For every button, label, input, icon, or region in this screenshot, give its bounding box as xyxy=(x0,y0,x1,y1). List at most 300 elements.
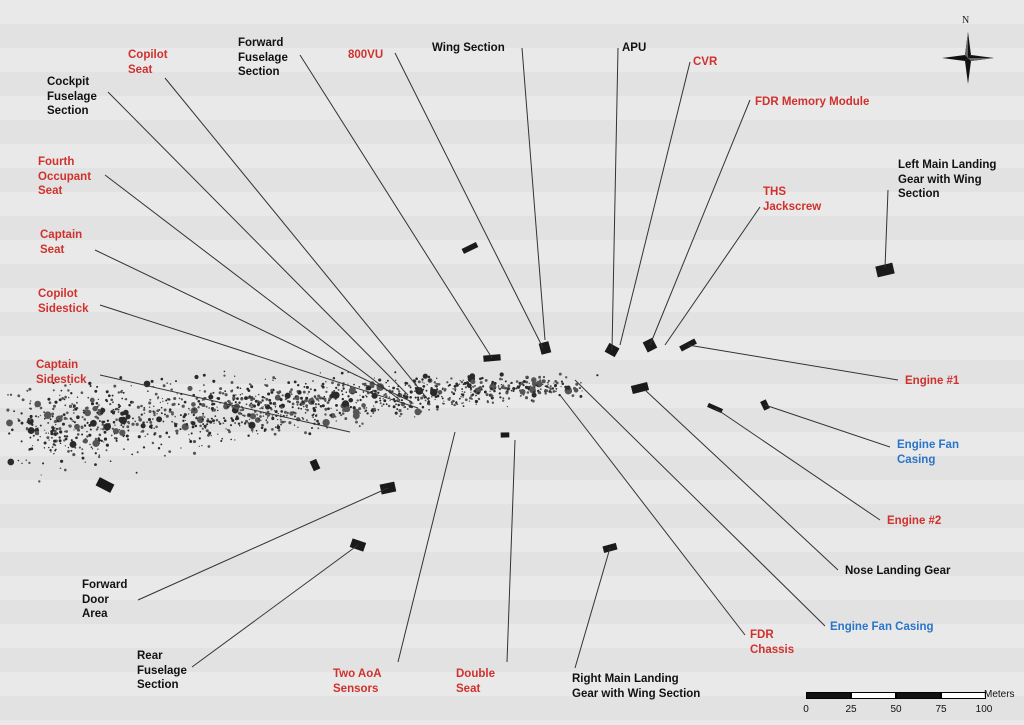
debris-fragment xyxy=(214,415,216,417)
debris-fragment xyxy=(316,420,319,423)
debris-fragment xyxy=(187,428,189,430)
debris-fragment xyxy=(491,383,493,385)
debris-fragment xyxy=(114,437,116,439)
debris-fragment xyxy=(579,395,582,398)
debris-fragment xyxy=(77,433,80,436)
debris-fragment xyxy=(425,399,427,401)
debris-fragment xyxy=(498,385,500,387)
debris-fragment xyxy=(489,391,490,392)
debris-fragment xyxy=(62,398,64,400)
debris-fragment xyxy=(175,430,178,433)
debris-fragment xyxy=(358,386,360,388)
debris-fragment xyxy=(53,443,55,445)
debris-fragment xyxy=(532,400,535,403)
debris-fragment xyxy=(317,395,320,398)
debris-fragment xyxy=(202,423,204,425)
debris-fragment xyxy=(379,400,381,402)
debris-fragment xyxy=(259,401,261,403)
debris-fragment xyxy=(263,406,264,407)
debris-fragment xyxy=(191,432,193,434)
debris-fragment xyxy=(435,396,438,399)
debris-fragment xyxy=(401,399,403,401)
debris-fragment xyxy=(560,386,561,387)
debris-fragment xyxy=(22,398,25,401)
debris-fragment xyxy=(300,402,301,403)
debris-fragment xyxy=(428,376,431,379)
debris-fragment xyxy=(420,397,423,400)
debris-fragment xyxy=(293,411,295,413)
debris-fragment xyxy=(156,416,162,422)
debris-fragment xyxy=(163,384,166,387)
debris-fragment xyxy=(300,397,303,400)
debris-fragment xyxy=(540,384,542,386)
debris-fragment xyxy=(61,419,62,420)
leader-line-double-seat xyxy=(507,440,515,662)
debris-fragment xyxy=(232,389,233,390)
debris-fragment xyxy=(203,384,205,386)
debris-fragment xyxy=(386,403,388,405)
debris-fragment xyxy=(335,404,338,407)
debris-fragment xyxy=(327,407,330,410)
debris-fragment xyxy=(208,445,211,448)
debris-fragment xyxy=(275,427,276,428)
label-cockpit-fuselage-section: Cockpit Fuselage Section xyxy=(47,76,97,117)
debris-fragment xyxy=(234,439,235,440)
debris-fragment xyxy=(470,392,471,393)
debris-fragment xyxy=(426,384,428,386)
debris-fragment xyxy=(554,380,557,383)
debris-fragment xyxy=(419,403,421,405)
debris-fragment xyxy=(185,420,186,421)
debris-fragment xyxy=(208,432,211,435)
debris-fragment xyxy=(261,427,264,430)
label-engine-fan-casing-2: Engine Fan Casing xyxy=(830,621,934,633)
debris-fragment xyxy=(366,396,368,398)
debris-fragment xyxy=(257,433,258,434)
debris-fragment xyxy=(255,417,261,423)
debris-fragment xyxy=(454,385,456,387)
debris-fragment xyxy=(266,398,268,400)
debris-fragment xyxy=(60,460,63,463)
debris-fragment xyxy=(337,383,340,386)
debris-fragment xyxy=(265,384,268,387)
debris-fragment xyxy=(13,410,15,412)
debris-fragment xyxy=(42,462,44,464)
debris-fragment xyxy=(116,440,118,442)
debris-fragment xyxy=(527,391,530,394)
debris-fragment xyxy=(202,419,204,421)
debris-fragment xyxy=(460,380,461,381)
debris-fragment xyxy=(83,410,84,411)
debris-fragment xyxy=(553,383,554,384)
debris-fragment xyxy=(314,389,317,392)
debris-fragment xyxy=(529,383,530,384)
debris-fragment xyxy=(542,384,543,385)
debris-fragment xyxy=(436,405,439,408)
debris-fragment xyxy=(236,386,238,388)
debris-fragment xyxy=(403,407,405,409)
debris-fragment xyxy=(511,382,513,384)
leader-line-800vu xyxy=(395,53,543,348)
debris-fragment xyxy=(29,408,31,410)
debris-fragment xyxy=(152,442,154,444)
debris-fragment xyxy=(199,425,202,428)
debris-fragment xyxy=(467,375,470,378)
debris-fragment xyxy=(441,396,442,397)
debris-fragment xyxy=(264,430,266,432)
debris-fragment xyxy=(267,392,270,395)
debris-fragment xyxy=(305,409,306,410)
debris-fragment xyxy=(58,427,61,430)
debris-fragment xyxy=(284,421,286,423)
debris-fragment xyxy=(383,398,384,399)
debris-fragment xyxy=(289,401,291,403)
debris-fragment xyxy=(542,379,546,383)
debris-fragment xyxy=(305,404,308,407)
debris-fragment xyxy=(97,437,100,440)
debris-fragment xyxy=(96,412,98,414)
debris-fragment xyxy=(201,445,202,446)
debris-fragment xyxy=(331,381,334,384)
debris-fragment xyxy=(239,425,241,427)
debris-fragment xyxy=(520,395,522,397)
debris-fragment xyxy=(40,415,41,416)
debris-fragment xyxy=(339,412,341,414)
debris-fragment xyxy=(73,404,76,407)
debris-fragment xyxy=(208,407,210,409)
debris-fragment xyxy=(125,398,127,400)
debris-fragment xyxy=(446,381,448,383)
debris-fragment xyxy=(451,403,453,405)
debris-fragment xyxy=(410,386,412,388)
wreckage-piece xyxy=(96,477,115,493)
debris-fragment xyxy=(69,405,72,408)
scale-segment xyxy=(896,692,941,699)
debris-fragment xyxy=(265,379,266,380)
debris-fragment xyxy=(335,387,337,389)
label-engine-1: Engine #1 xyxy=(905,375,960,387)
debris-fragment xyxy=(308,401,310,403)
debris-fragment xyxy=(110,398,113,401)
debris-fragment xyxy=(153,405,155,407)
debris-fragment xyxy=(379,397,381,399)
debris-fragment xyxy=(516,380,519,383)
debris-fragment xyxy=(157,396,159,398)
debris-fragment xyxy=(596,374,598,376)
debris-fragment xyxy=(289,391,292,394)
debris-fragment xyxy=(324,413,326,415)
debris-fragment xyxy=(392,387,395,390)
debris-fragment xyxy=(371,409,374,412)
debris-fragment xyxy=(554,385,556,387)
debris-fragment xyxy=(171,421,173,423)
debris-fragment xyxy=(155,426,158,429)
debris-fragment xyxy=(179,428,181,430)
debris-fragment xyxy=(478,398,480,400)
debris-fragment xyxy=(225,428,226,429)
debris-fragment xyxy=(315,403,317,405)
leader-line-forward-fuselage-section xyxy=(300,55,492,358)
debris-fragment xyxy=(212,380,215,383)
debris-fragment xyxy=(164,455,166,457)
debris-fragment xyxy=(188,408,190,410)
debris-fragment xyxy=(182,405,185,408)
debris-fragment xyxy=(314,395,316,397)
debris-fragment xyxy=(261,407,262,408)
debris-fragment xyxy=(193,440,196,443)
debris-fragment xyxy=(487,401,489,403)
debris-fragment xyxy=(240,394,241,395)
debris-fragment xyxy=(459,398,461,400)
debris-fragment xyxy=(99,434,102,437)
debris-fragment xyxy=(475,400,478,403)
debris-fragment xyxy=(230,439,232,441)
debris-fragment xyxy=(121,398,123,400)
debris-fragment xyxy=(347,383,348,384)
debris-fragment xyxy=(448,398,450,400)
debris-fragment xyxy=(297,391,299,393)
debris-fragment xyxy=(160,402,161,403)
debris-fragment xyxy=(250,403,251,404)
debris-fragment xyxy=(111,434,113,436)
debris-fragment xyxy=(240,387,242,389)
debris-fragment xyxy=(532,386,533,387)
debris-fragment xyxy=(102,423,105,426)
debris-fragment xyxy=(185,427,187,429)
debris-fragment xyxy=(405,396,408,399)
debris-fragment xyxy=(53,440,56,443)
debris-fragment xyxy=(103,441,104,442)
debris-fragment xyxy=(452,392,455,395)
debris-fragment xyxy=(417,397,419,399)
debris-fragment xyxy=(153,427,155,429)
debris-fragment xyxy=(559,373,562,376)
debris-fragment xyxy=(323,396,325,398)
debris-fragment xyxy=(366,407,368,409)
leader-line-fourth-occupant-seat xyxy=(105,175,400,400)
debris-fragment xyxy=(539,379,541,381)
debris-fragment xyxy=(249,383,251,385)
debris-fragment xyxy=(54,420,57,423)
debris-fragment xyxy=(316,398,319,401)
debris-fragment xyxy=(162,401,163,402)
debris-fragment xyxy=(30,447,33,450)
debris-fragment xyxy=(336,420,337,421)
debris-fragment xyxy=(481,377,483,379)
debris-fragment xyxy=(104,431,107,434)
debris-fragment xyxy=(52,416,54,418)
debris-fragment xyxy=(168,450,171,453)
debris-fragment xyxy=(222,392,225,395)
debris-fragment xyxy=(398,409,401,412)
debris-fragment xyxy=(366,385,368,387)
leader-line-wing-section xyxy=(522,48,545,340)
debris-fragment xyxy=(291,393,293,395)
debris-fragment xyxy=(251,404,253,406)
debris-fragment xyxy=(484,391,487,394)
debris-fragment xyxy=(212,392,214,394)
debris-fragment xyxy=(477,392,480,395)
debris-fragment xyxy=(393,405,396,408)
debris-fragment xyxy=(83,412,85,414)
debris-fragment xyxy=(342,393,344,395)
debris-fragment xyxy=(223,417,225,419)
debris-fragment xyxy=(499,378,502,381)
debris-fragment xyxy=(503,386,506,389)
debris-fragment xyxy=(280,419,282,421)
debris-fragment xyxy=(149,406,151,408)
debris-fragment xyxy=(88,382,91,385)
debris-fragment xyxy=(84,410,91,417)
leader-line-right-main-landing-gear xyxy=(575,548,610,668)
debris-fragment xyxy=(316,414,317,415)
debris-fragment xyxy=(95,452,97,454)
leader-line-left-main-landing-gear xyxy=(885,190,888,268)
debris-fragment xyxy=(175,380,177,382)
debris-fragment xyxy=(272,379,274,381)
debris-fragment xyxy=(206,423,208,425)
debris-fragment xyxy=(263,415,264,416)
debris-fragment xyxy=(469,401,470,402)
debris-fragment xyxy=(508,397,510,399)
debris-fragment xyxy=(44,447,45,448)
debris-fragment xyxy=(548,380,550,382)
debris-fragment xyxy=(44,430,45,431)
debris-fragment xyxy=(280,410,283,413)
debris-fragment xyxy=(272,415,274,417)
debris-fragment xyxy=(145,436,146,437)
debris-fragment xyxy=(57,420,59,422)
debris-fragment xyxy=(285,398,287,400)
wreckage-piece xyxy=(602,543,617,553)
debris-fragment xyxy=(418,380,421,383)
debris-fragment xyxy=(414,390,416,392)
leader-line-apu xyxy=(612,48,618,350)
debris-fragment xyxy=(98,404,100,406)
debris-fragment xyxy=(114,433,115,434)
debris-fragment xyxy=(73,409,75,411)
debris-fragment xyxy=(207,418,209,420)
debris-fragment xyxy=(35,431,39,435)
debris-fragment xyxy=(405,385,406,386)
debris-fragment xyxy=(231,419,234,422)
label-engine-fan-casing-1: Engine Fan Casing xyxy=(897,439,959,466)
debris-fragment xyxy=(253,397,256,400)
label-fdr-memory-module: FDR Memory Module xyxy=(755,96,870,108)
debris-fragment xyxy=(517,385,520,388)
debris-fragment xyxy=(442,397,444,399)
debris-fragment xyxy=(565,376,567,378)
debris-fragment xyxy=(270,408,272,410)
debris-fragment xyxy=(355,421,358,424)
debris-fragment xyxy=(141,423,146,428)
wreckage-piece xyxy=(462,242,479,254)
debris-fragment xyxy=(186,423,189,426)
label-ths-jackscrew: THS Jackscrew xyxy=(763,186,822,213)
scale-tick-label: 50 xyxy=(890,704,902,715)
debris-fragment xyxy=(511,390,513,392)
debris-fragment xyxy=(313,409,316,412)
debris-fragment xyxy=(137,451,139,453)
debris-fragment xyxy=(122,426,124,428)
debris-fragment xyxy=(100,428,101,429)
debris-fragment xyxy=(170,411,172,413)
debris-fragment xyxy=(96,428,98,430)
debris-fragment xyxy=(120,424,122,426)
debris-fragment xyxy=(92,448,93,449)
debris-fragment xyxy=(48,433,49,434)
debris-fragment xyxy=(436,378,437,379)
debris-fragment xyxy=(425,374,426,375)
debris-fragment xyxy=(333,377,335,379)
debris-fragment xyxy=(325,381,326,382)
debris-fragment xyxy=(143,409,145,411)
debris-fragment xyxy=(25,459,27,461)
debris-fragment xyxy=(525,376,528,379)
debris-fragment xyxy=(102,428,105,431)
debris-fragment xyxy=(256,430,258,432)
debris-fragment xyxy=(68,425,70,427)
debris-fragment xyxy=(408,385,410,387)
debris-fragment xyxy=(193,414,195,416)
debris-fragment xyxy=(45,432,46,433)
debris-fragment xyxy=(357,399,359,401)
debris-fragment xyxy=(206,429,209,432)
debris-fragment xyxy=(296,401,299,404)
debris-fragment xyxy=(245,420,248,423)
debris-fragment xyxy=(137,406,140,409)
debris-fragment xyxy=(329,414,332,417)
debris-fragment xyxy=(307,393,308,394)
debris-fragment xyxy=(463,402,464,403)
debris-fragment xyxy=(84,424,86,426)
debris-fragment xyxy=(148,401,151,404)
debris-fragment xyxy=(64,396,67,399)
debris-fragment xyxy=(219,423,221,425)
debris-fragment xyxy=(282,394,284,396)
debris-fragment xyxy=(248,413,251,416)
debris-fragment xyxy=(124,424,125,425)
debris-fragment xyxy=(164,413,166,415)
debris-fragment xyxy=(107,420,109,422)
debris-fragment xyxy=(11,429,14,432)
debris-fragment xyxy=(388,405,391,408)
label-forward-door-area: Forward Door Area xyxy=(82,579,128,620)
debris-fragment xyxy=(94,416,95,417)
debris-fragment xyxy=(271,417,274,420)
debris-fragment xyxy=(187,386,192,391)
debris-fragment xyxy=(217,410,218,411)
debris-fragment xyxy=(444,388,447,391)
debris-fragment xyxy=(28,388,31,391)
debris-fragment xyxy=(18,419,21,422)
debris-fragment xyxy=(396,414,397,415)
debris-fragment xyxy=(123,412,126,415)
debris-fragment xyxy=(345,391,347,393)
leader-line-rear-fuselage-section xyxy=(192,545,358,667)
debris-fragment xyxy=(65,445,66,446)
debris-fragment xyxy=(287,396,289,398)
debris-fragment xyxy=(6,419,13,426)
debris-fragment xyxy=(308,432,311,435)
debris-fragment xyxy=(143,446,145,448)
debris-fragment xyxy=(126,425,129,428)
leader-line-fdr-memory-module xyxy=(650,100,750,345)
debris-fragment xyxy=(490,385,493,388)
scale-tick-label: 100 xyxy=(975,704,993,715)
debris-fragment xyxy=(37,439,39,441)
debris-fragment xyxy=(537,390,539,392)
